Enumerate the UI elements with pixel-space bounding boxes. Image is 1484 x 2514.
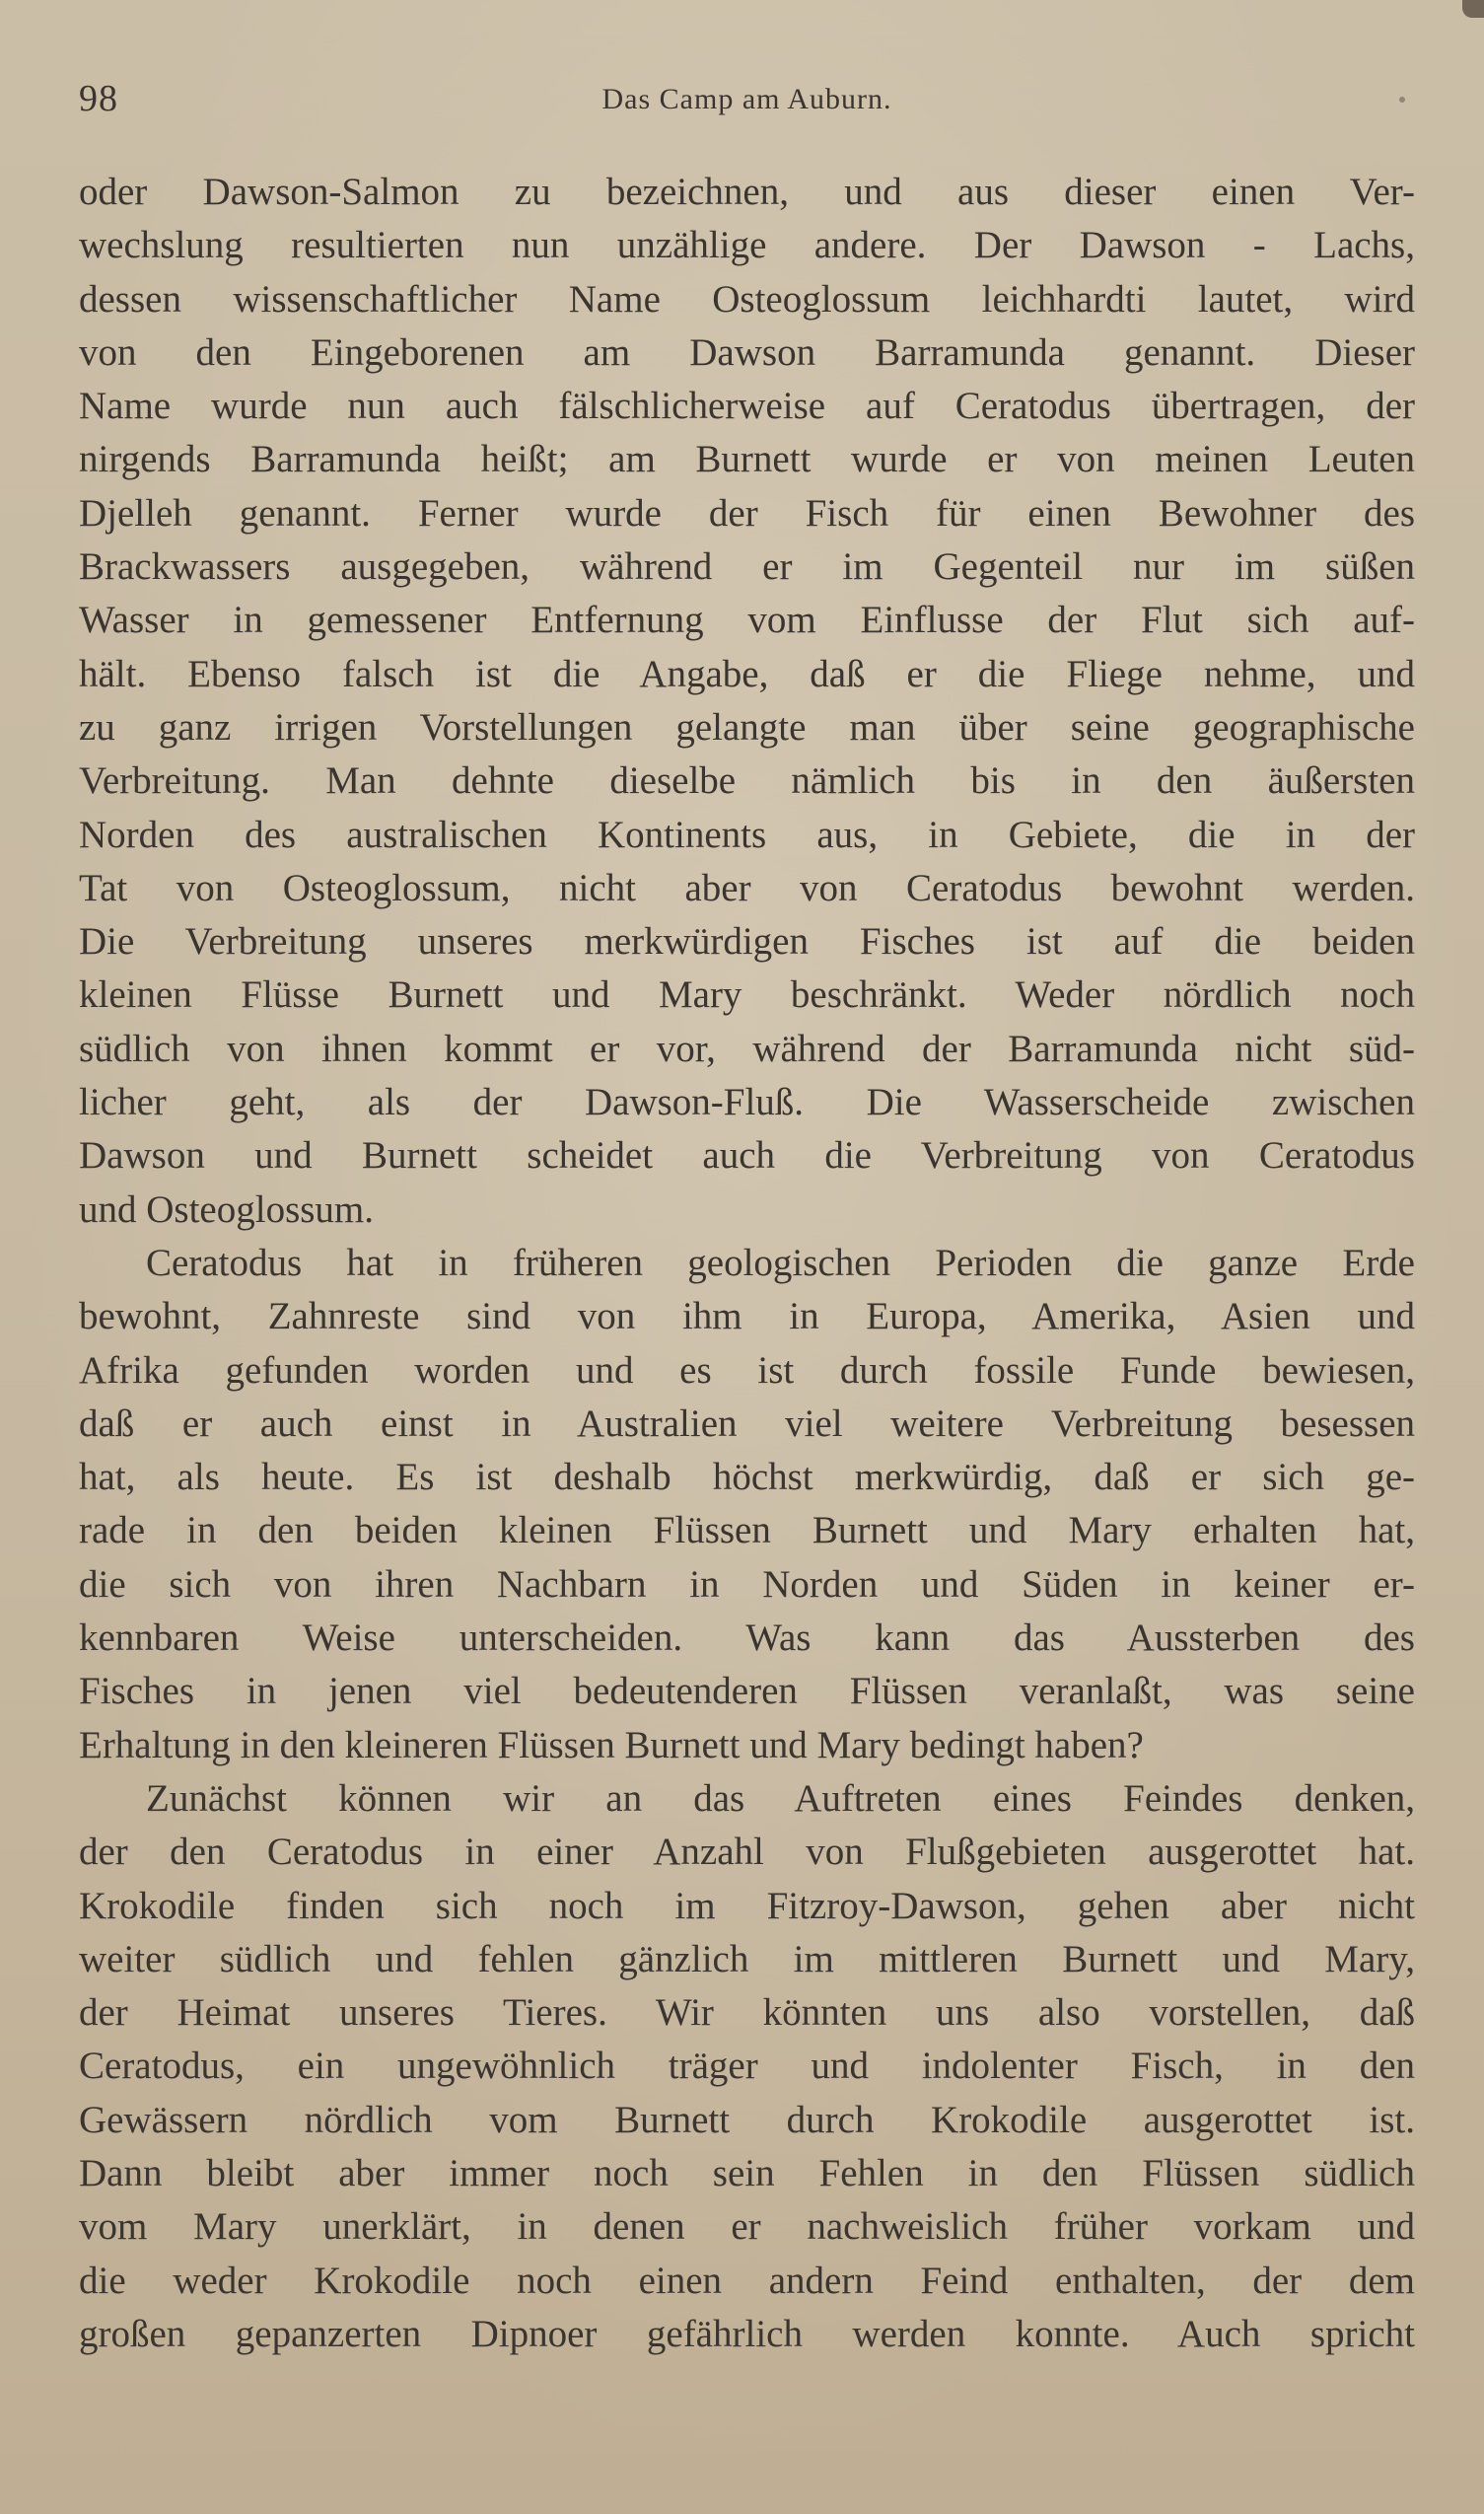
text-line: die sich von ihren Nachbarn in Norden und Süden in keiner er- [79,1562,1415,1606]
paragraph [79,166,1415,1237]
text-line: Dawson und Burnett scheidet auch die Verbreitung von Ceratodus [79,1134,1415,1178]
text-line: Zunächst können wir an das Auftreten eines Feindes denken, [146,1776,1415,1820]
paragraph [79,1237,1415,1772]
text-line: Dann bleibt aber immer noch sein Fehlen in den Flüssen südlich [79,2151,1415,2194]
text-line: kennbaren Weise unterscheiden. Was kann das Aussterben des [79,1616,1415,1660]
text-line: daß er auch einst in Australien viel weitere Verbreitung besessen [79,1401,1415,1445]
text-line: die weder Krokodile noch einen andern Feind enthalten, der dem [79,2259,1415,2302]
text-line: Brackwassers ausgegeben, während er im Gegenteil nur im süßen [79,545,1415,589]
ink-dot [1399,97,1405,103]
text-line: und Osteoglossum. [79,1187,375,1231]
text-line: Fisches in jenen viel bedeutenderen Flüssen veranlaßt, was seine [79,1670,1415,1713]
running-head: Das Camp am Auburn. [601,83,892,115]
page-number: 98 [79,78,118,119]
text-line: von den Eingeborenen am Dawson Barramunda genannt. Dieser [79,330,1415,374]
text-line: Die Verbreitung unseres merkwürdigen Fisches ist auf die beiden [79,920,1415,964]
body-text [79,166,1415,2361]
text-line: Wasser in gemessener Entfernung vom Einflusse der Flut sich auf- [79,599,1415,642]
text-line: der den Ceratodus in einer Anzahl von Flußgebieten ausgerottet hat. [79,1831,1415,1874]
corner-smudge [1462,0,1484,18]
text-line: weiter südlich und fehlen gänzlich im mittleren Burnett und Mary, [79,1937,1415,1980]
text-line: rade in den beiden kleinen Flüssen Burnett und Mary erhalten hat, [79,1509,1415,1552]
text-line: hält. Ebenso falsch ist die Angabe, daß er die Fliege nehme, und [79,652,1415,695]
text-line: großen gepanzerten Dipnoer gefährlich werden konnte. Auch spricht [79,2312,1415,2355]
text-line: licher geht, als der Dawson-Fluß. Die Wasserscheide zwischen [79,1081,1415,1124]
text-line: der Heimat unseres Tieres. Wir könnten uns also vorstellen, daß [79,1991,1415,2035]
text-line: nirgends Barramunda heißt; am Burnett wurde er von meinen Leuten [79,438,1415,481]
text-line: kleinen Flüsse Burnett und Mary beschränkt. Weder nördlich noch [79,973,1415,1017]
text-line: Tat von Osteoglossum, nicht aber von Ceratodus bewohnt werden. [79,866,1415,909]
text-line: vom Mary unerklärt, in denen er nachweislich früher vorkam und [79,2205,1415,2249]
text-line: Ceratodus hat in früheren geologischen Perioden die ganze Erde [146,1241,1415,1284]
text-line: Verbreitung. Man dehnte dieselbe nämlich bis in den äußersten [79,759,1415,803]
text-line: Afrika gefunden worden und es ist durch fossile Funde bewiesen, [79,1348,1415,1392]
page-header [79,77,1415,126]
text-line: dessen wissenschaftlicher Name Osteoglossum leichhardti lautet, wird [79,277,1415,321]
text-line: Djelleh genannt. Ferner wurde der Fisch für einen Bewohner des [79,491,1415,535]
paragraph [79,1772,1415,2361]
text-line: hat, als heute. Es ist deshalb höchst merkwürdig, daß er sich ge- [79,1456,1415,1499]
text-line: Gewässern nördlich vom Burnett durch Krokodile ausgerottet ist. [79,2098,1415,2141]
text-line: Ceratodus, ein ungewöhnlich träger und indolenter Fisch, in den [79,2045,1415,2088]
text-line: oder Dawson-Salmon zu bezeichnen, und aus dieser einen Ver- [79,171,1415,213]
text-line: Erhaltung in den kleineren Flüssen Burnett und Mary bedingt haben? [79,1723,1144,1766]
text-line: Norden des australischen Kontinents aus, in Gebiete, die in der [79,813,1415,856]
text-line: wechslung resultierten nun unzählige andere. Der Dawson - Lachs, [79,224,1415,267]
text-line: bewohnt, Zahnreste sind von ihm in Europa, Amerika, Asien und [79,1295,1415,1338]
text-line: südlich von ihnen kommt er vor, während der Barramunda nicht süd- [79,1027,1415,1070]
text-line: Name wurde nun auch fälschlicherweise auf Ceratodus übertragen, der [79,385,1415,428]
text-line: Krokodile finden sich noch im Fitzroy-Dawson, gehen aber nicht [79,1884,1415,1927]
text-line: zu ganz irrigen Vorstellungen gelangte man über seine geographische [79,705,1415,749]
